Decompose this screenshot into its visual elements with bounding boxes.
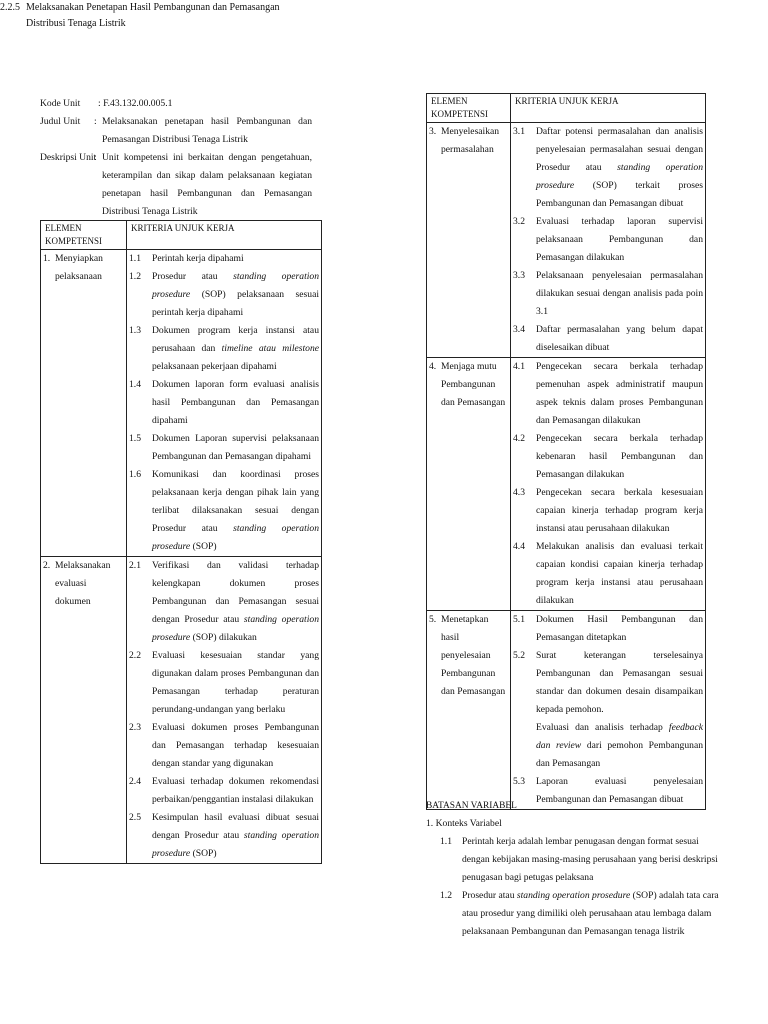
criterion-item	[513, 321, 703, 357]
criterion-text: Evaluasi terhadap laporan supervisi pelaksanaan Pembangunan dan Pemasangan dilakukan	[536, 216, 703, 263]
element-number: 3.	[429, 126, 437, 137]
criterion-text: Komunikasi dan koordinasi proses pelaksanaan kerja dengan pihak lain yang terlibat dilaksanakan sesuai dengan Prosedur atau standing operation prosedure (SOP)	[152, 469, 319, 552]
element-cell	[427, 358, 511, 611]
competency-table-right	[426, 93, 706, 810]
criterion-item	[129, 268, 319, 322]
criterion-number: 2.2	[129, 650, 141, 661]
judul-unit-row	[40, 113, 312, 149]
criterion-text: Dokumen Hasil Pembangunan dan Pemasangan ditetapkan	[536, 614, 703, 643]
criterion-number: 2.4	[129, 776, 141, 787]
italic-term: standing operation prosedure	[152, 830, 319, 859]
batasan-items	[426, 833, 726, 941]
italic-term: standing operation prosedure	[516, 890, 631, 901]
criterion-item	[513, 719, 703, 773]
table-row	[427, 358, 706, 611]
criterion-text: Surat keterangan terselesainya Pembangunan dan Pemasangan sesuai standar dan dokumen desain disampaikan kepada pemohon.	[536, 650, 703, 715]
criterion-item	[129, 430, 319, 466]
element-label: Menjaga mutu Pembangunan dan Pemasangan	[441, 361, 506, 408]
criterion-text: Laporan evaluasi penyelesaian Pembangunan dan Pemasangan dibuat	[536, 776, 703, 805]
element-label: Menyiapkan pelaksanaan	[55, 253, 103, 282]
kode-unit-label: Kode Unit	[40, 98, 81, 109]
table-body-right	[427, 94, 706, 810]
criterion-item	[129, 376, 319, 430]
italic-term: standing operation prosedure	[152, 523, 319, 552]
criterion-number: 2.1	[129, 560, 141, 571]
table-row	[427, 611, 706, 810]
criterion-number: 5.2	[513, 650, 525, 661]
criterion-number: 3.2	[513, 216, 525, 227]
criterion-text: Dokumen laporan form evaluasi analisis hasil Pembangunan dan Pemasangan dipahami	[152, 379, 319, 426]
criterion-text: Verifikasi dan validasi terhadap kelengkapan dokumen proses Pembangunan dan Pemasangan sesuai dengan Prosedur atau standing operation prosedure (SOP) dilakukan	[152, 560, 319, 643]
batasan-variabel	[426, 797, 726, 941]
table-row	[427, 123, 706, 358]
criterion-text: Melakukan analisis dan evaluasi terkait capaian kondisi capaian kinerja terhadap program kerja instansi atau perusahaan dilakukan	[536, 541, 703, 606]
section-title-line2: Distribusi Tenaga Listrik	[26, 18, 126, 29]
element-number: 1.	[43, 253, 51, 264]
criterion-text: Daftar potensi permasalahan dan analisis penyelesaian permasalahan sesuai dengan Prosedur atau standing operation prosedure (SOP) terkait proses Pembangunan dan Pemasangan dibuat	[536, 126, 703, 209]
criterion-text: Pengecekan secara berkala terhadap kebenaran hasil Pembangunan dan Pemasangan dilakukan	[536, 433, 703, 480]
header-kriteria: KRITERIA UNJUK KERJA	[511, 94, 706, 123]
criterion-item	[129, 647, 319, 719]
criterion-item	[129, 557, 319, 647]
criterion-number: 5.1	[513, 614, 525, 625]
criterion-item	[129, 719, 319, 773]
element-name	[429, 611, 508, 701]
criterion-item	[513, 213, 703, 267]
element-number: 2.	[43, 560, 51, 571]
criterion-number: 1.3	[129, 325, 141, 336]
criteria-cell	[127, 557, 322, 864]
element-label: Melaksanakan evaluasi dokumen	[55, 560, 111, 607]
section-number: 2.2.5	[0, 2, 20, 13]
batasan-item	[426, 887, 726, 941]
element-number: 5.	[429, 614, 437, 625]
italic-term: standing operation prosedure	[152, 614, 319, 643]
table-row	[41, 557, 322, 864]
criteria-cell	[511, 611, 706, 810]
criterion-number: 1.2	[129, 271, 141, 282]
header-elemen: ELEMEN KOMPETENSI	[41, 221, 127, 250]
criterion-number: 3.4	[513, 324, 525, 335]
criterion-item	[129, 809, 319, 863]
italic-term: feedback dan review	[536, 722, 703, 751]
criterion-number: 2.5	[129, 812, 141, 823]
batasan-title: BATASAN VARIABEL	[426, 801, 517, 811]
italic-term: standing operation prosedure	[152, 271, 319, 300]
judul-unit-label: Judul Unit	[40, 116, 81, 127]
criterion-number: 1.4	[129, 379, 141, 390]
criterion-item	[129, 773, 319, 809]
criterion-number: 4.3	[513, 487, 525, 498]
element-name	[43, 557, 124, 611]
judul-unit-value: : Melaksanakan penetapan hasil Pembangunan dan Pemasangan Distribusi Tenaga Listrik	[102, 113, 312, 149]
element-number: 4.	[429, 361, 437, 372]
criterion-number: 5.3	[513, 776, 525, 787]
criterion-item	[513, 647, 703, 719]
element-cell	[427, 123, 511, 358]
deskripsi-unit-label: Deskripsi Unit	[40, 152, 97, 163]
criterion-item	[513, 484, 703, 538]
criterion-text: Kesimpulan hasil evaluasi dibuat sesuai dengan Prosedur atau standing operation prosedure (SOP)	[152, 812, 319, 859]
section-title-line1: Melaksanakan Penetapan Hasil Pembangunan dan Pemasangan	[26, 2, 280, 13]
criterion-number: 3.3	[513, 270, 525, 281]
criterion-item	[513, 430, 703, 484]
criterion-text: Evaluasi dokumen proses Pembangunan dan Pemasangan terhadap kesesuaian dengan standar yang digunakan	[152, 722, 319, 769]
batasan-section-1: 1. Konteks Variabel	[426, 818, 502, 829]
table-row	[41, 250, 322, 557]
criterion-text: Pengecekan secara berkala terhadap pemenuhan aspek administratif maupun aspek teknis dalam proses Pembangunan dan Pemasangan dilakukan	[536, 361, 703, 426]
criterion-item	[129, 466, 319, 556]
criterion-item	[513, 358, 703, 430]
italic-term: standing operation prosedure	[536, 162, 703, 191]
kode-unit-row	[40, 95, 312, 113]
deskripsi-unit-row	[40, 149, 312, 221]
table-body-left	[41, 221, 322, 864]
criterion-text: Evaluasi kesesuaian standar yang digunakan dalam proses Pembangunan dan Pemasangan terhadap peraturan perundang-undangan yang berlaku	[152, 650, 319, 715]
criterion-item	[513, 538, 703, 610]
element-cell	[41, 250, 127, 557]
criterion-number: 3.1	[513, 126, 525, 137]
criterion-number: 1.5	[129, 433, 141, 444]
criterion-number: 2.3	[129, 722, 141, 733]
element-name	[429, 358, 508, 412]
italic-term: timeline atau milestone	[221, 343, 319, 354]
criterion-item	[513, 267, 703, 321]
header-elemen: ELEMEN KOMPETENSI	[427, 94, 511, 123]
criteria-cell	[511, 358, 706, 611]
criterion-text: Pelaksanaan penyelesaian permasalahan dilakukan sesuai dengan analisis pada poin 3.1	[536, 270, 703, 317]
criterion-text: Perintah kerja dipahami	[152, 253, 244, 264]
element-label: Menyelesaikan permasalahan	[441, 126, 500, 155]
criterion-number: 1.1	[129, 253, 141, 264]
element-cell	[427, 611, 511, 810]
criteria-cell	[127, 250, 322, 557]
criterion-text: Prosedur atau standing operation prosedure (SOP) pelaksanaan sesuai perintah kerja dipahami	[152, 271, 319, 318]
element-label: Menetapkan hasil penyelesaian Pembangunan dan Pemasangan	[441, 614, 506, 697]
element-name	[429, 123, 508, 159]
header-kriteria: KRITERIA UNJUK KERJA	[127, 221, 322, 250]
criterion-item	[513, 123, 703, 213]
criterion-number: 4.4	[513, 541, 525, 552]
criterion-item	[129, 322, 319, 376]
section-heading	[0, 0, 290, 32]
criterion-text: Pengecekan secara berkala kesesuaian capaian kinerja terhadap program kerja instansi atau perusahaan dilakukan	[536, 487, 703, 534]
deskripsi-unit-value: : Unit kompetensi ini berkaitan dengan pengetahuan, keterampilan dan sikap dalam pelaksanaan kegiatan penetapan hasil Pembangunan dan Pemasangan Distribusi Tenaga Listrik	[102, 149, 312, 221]
criterion-text: Dokumen program kerja instansi atau perusahaan dan timeline atau milestone pelaksanaan pekerjaan dipahami	[152, 325, 319, 372]
criterion-item	[513, 611, 703, 647]
batasan-item-number: 1.2	[440, 890, 452, 901]
criterion-item	[129, 250, 319, 268]
kode-unit-value: : F.43.132.00.005.1	[98, 98, 173, 109]
element-cell	[41, 557, 127, 864]
criterion-text: Dokumen Laporan supervisi pelaksanaan Pembangunan dan Pemasangan dipahami	[152, 433, 319, 462]
criteria-cell	[511, 123, 706, 358]
batasan-item-number: 1.1	[440, 836, 452, 847]
batasan-item	[426, 833, 726, 887]
batasan-item-text: Perintah kerja adalah lembar penugasan dengan format sesuai dengan kebijakan masing-masing perusahaan yang berisi deskripsi penugasan bagi petugas pelaksana	[462, 836, 718, 883]
criterion-text: Evaluasi dan analisis terhadap feedback dan review dari pemohon Pembangunan dan Pemasangan	[536, 722, 703, 769]
competency-table-left	[40, 220, 322, 864]
criterion-number: 1.6	[129, 469, 141, 480]
element-name	[43, 250, 124, 286]
batasan-item-text: Prosedur atau standing operation prosedure (SOP) adalah tata cara atau prosedur yang dimiliki oleh perusahaan atau lembaga dalam pelaksanaan Pembangunan dan Pemasangan tenaga listrik	[462, 890, 719, 937]
criterion-number: 4.2	[513, 433, 525, 444]
criterion-text: Evaluasi terhadap dokumen rekomendasi perbaikan/penggantian instalasi dilakukan	[152, 776, 319, 805]
criterion-text: Daftar permasalahan yang belum dapat diselesaikan dibuat	[536, 324, 703, 353]
criterion-number: 4.1	[513, 361, 525, 372]
